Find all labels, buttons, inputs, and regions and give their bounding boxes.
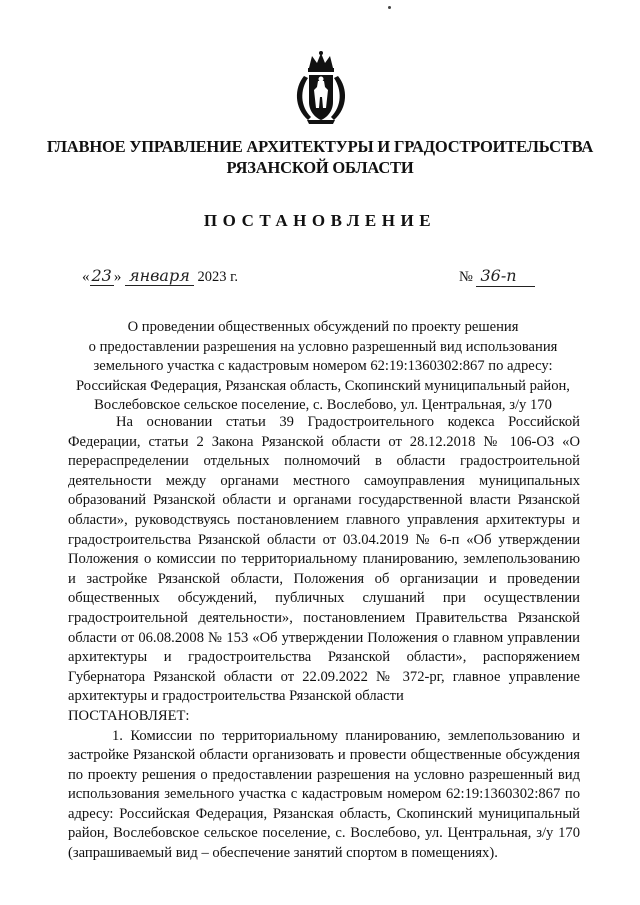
date-open-quote: « [82, 269, 90, 285]
document-number [459, 266, 535, 287]
subject-line: земельного участка с кадастровым номером 62:19:1360302:867 по адресу: [93, 358, 553, 375]
resolve-heading: ПОСТАНОВЛЯЕТ: [68, 707, 190, 724]
document-date [82, 266, 238, 286]
document-subject [68, 318, 578, 416]
date-close-quote: » [113, 269, 122, 285]
number-label: № [459, 269, 473, 285]
document-type-title: ПОСТАНОВЛЕНИЕ [203, 211, 437, 230]
date-day-handwritten: 23 [91, 266, 112, 285]
preamble-paragraph: На основании статьи 39 Градостроительного кодекса Российской Федерации, статьи 2 Закона Рязанской области от 28.12.2018 № 106-ОЗ «О перераспределении отдельных полномочий в области градостроительной деятельности между органами местного самоуправления муниципальных образований Рязанской области и органами государственной власти Рязанской области», руководствуясь постановлением главного управления архитектуры и градостроительства Рязанской области от 03.04.2019 № 6-п «Об утверждении Положения о комиссии по территориальному планированию, землепользованию и застройке Рязанской области, Положения об организации и проведении общественных обсуждений, публичных слушаний при осуществлении градостроительной деятельности», постановлением Правительства Рязанской области от 06.08.2008 № 153 «Об утверждении Положения о главном управлении архитектуры и градостроительства Рязанской области», распоряжением Губернатора Рязанской области от 22.09.2022 № 372-рг, главное управление архитектуры и градостроительства Рязанской области [68, 414, 580, 705]
scan-speck [388, 6, 391, 9]
subject-line: Российская Федерация, Рязанская область, Скопинский муниципальный район, [76, 377, 570, 394]
subject-line: Вослебовское сельское поселение, с. Вослебово, ул. Центральная, з/у 170 [94, 397, 552, 414]
subject-line: о предоставлении разрешения на условно разрешенный вид использования [88, 338, 558, 355]
date-year: 2023 г. [197, 269, 238, 285]
organization-region: РЯЗАНСКОЙ ОБЛАСТИ [226, 158, 414, 177]
document-body [68, 413, 580, 864]
organization-name: ГЛАВНОЕ УПРАВЛЕНИЕ АРХИТЕКТУРЫ И ГРАДОСТРОИТЕЛЬСТВА [46, 137, 594, 156]
point-1-paragraph: 1. Комиссии по территориальному планированию, землепользованию и застройке Рязанской области организовать и провести общественные обсуждения по проекту решения о предоставлении разрешения на условно разрешенный вид использования земельного участка с кадастровым номером 62:19:1360302:867 по адресу: Российская Федерация, Рязанская область, Скопинский муниципальный район, Вослебовское сельское поселение, с. Вослебово, ул. Центральная, з/у 170 (запрашиваемый вид – обеспечение занятий спортом в помещениях). [68, 727, 580, 862]
subject-line: О проведении общественных обсуждений по проекту решения [127, 319, 519, 335]
number-value-handwritten: 36-п [480, 266, 517, 285]
date-month-handwritten: января [125, 266, 194, 286]
ryazan-coat-of-arms-icon [292, 50, 350, 128]
